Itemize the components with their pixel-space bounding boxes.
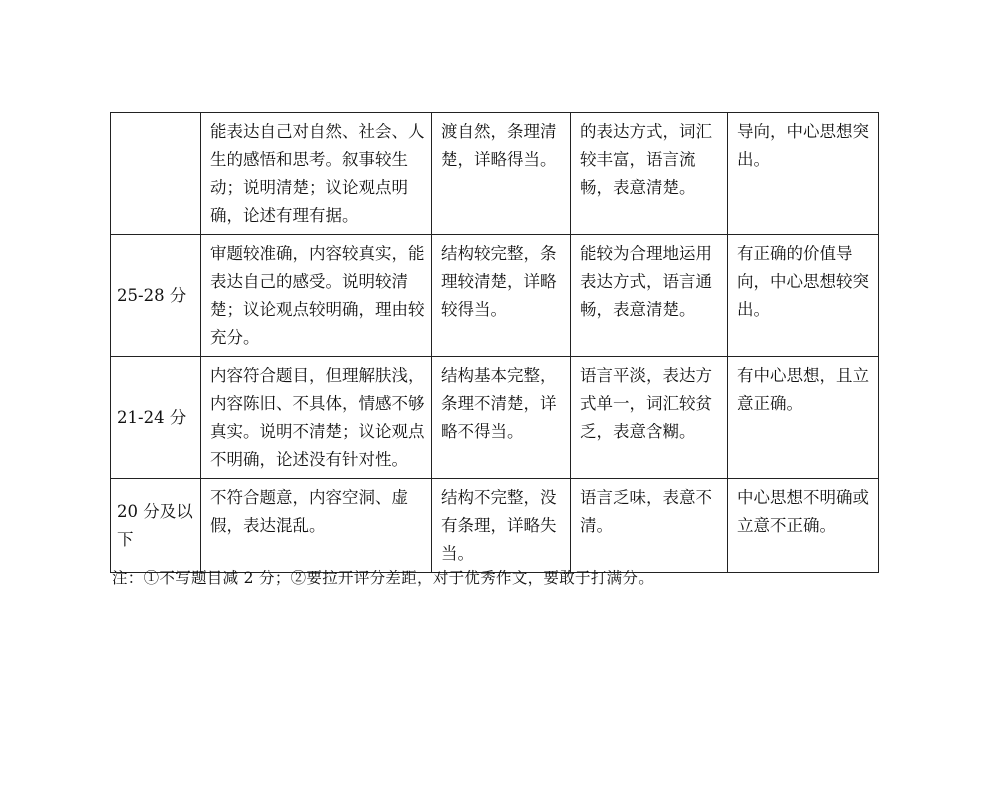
structure-cell: 结构不完整，没有条理，详略失当。 [432, 479, 571, 573]
structure-cell: 结构基本完整，条理不清楚，详略不得当。 [432, 357, 571, 479]
theme-cell: 有中心思想，且立意正确。 [728, 357, 879, 479]
language-cell: 能较为合理地运用表达方式，语言通畅，表意清楚。 [571, 235, 728, 357]
theme-cell: 有正确的价值导向，中心思想较突出。 [728, 235, 879, 357]
structure-cell: 渡自然，条理清楚，详略得当。 [432, 113, 571, 235]
scoring-rubric-table [110, 112, 879, 573]
content-cell: 能表达自己对自然、社会、人生的感悟和思考。叙事较生动；说明清楚；议论观点明确，论述有理有据。 [201, 113, 432, 235]
structure-cell: 结构较完整，条理较清楚，详略较得当。 [432, 235, 571, 357]
table-row [111, 479, 879, 573]
table-row [111, 235, 879, 357]
table-row [111, 357, 879, 479]
table-row [111, 113, 879, 235]
score-cell: 21-24 分 [111, 357, 201, 479]
score-cell: 20 分及以下 [111, 479, 201, 573]
score-cell: 25-28 分 [111, 235, 201, 357]
content-cell: 不符合题意，内容空洞、虚假，表达混乱。 [201, 479, 432, 573]
content-cell: 内容符合题目，但理解肤浅，内容陈旧、不具体，情感不够真实。说明不清楚；议论观点不明确，论述没有针对性。 [201, 357, 432, 479]
language-cell: 的表达方式，词汇较丰富，语言流畅，表意清楚。 [571, 113, 728, 235]
theme-cell: 导向，中心思想突出。 [728, 113, 879, 235]
language-cell: 语言乏味，表意不清。 [571, 479, 728, 573]
theme-cell: 中心思想不明确或立意不正确。 [728, 479, 879, 573]
content-cell: 审题较准确，内容较真实，能表达自己的感受。说明较清楚；议论观点较明确，理由较充分。 [201, 235, 432, 357]
language-cell: 语言平淡，表达方式单一，词汇较贫乏，表意含糊。 [571, 357, 728, 479]
footnote: 注：①不写题目减 2 分；②要拉开评分差距，对于优秀作文，要敢于打满分。 [112, 569, 655, 587]
score-cell [111, 113, 201, 235]
